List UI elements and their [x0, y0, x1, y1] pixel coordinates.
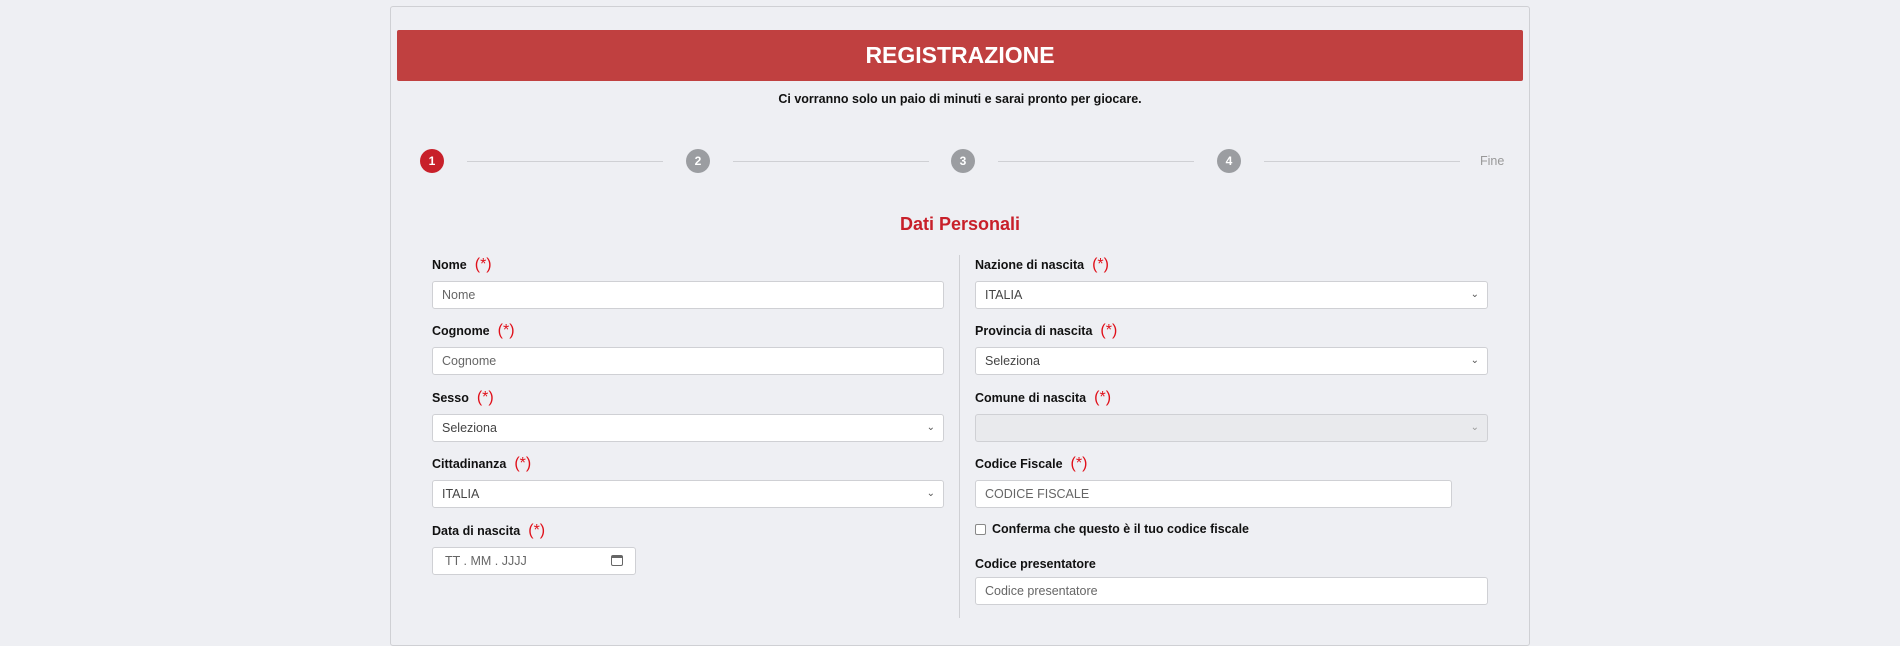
section-title: Dati Personali	[899, 214, 1021, 234]
codice-fiscale-input[interactable]: CODICE FISCALE	[975, 480, 1452, 508]
label-text: Provincia di nascita	[975, 324, 1093, 338]
label-text: Sesso	[432, 391, 469, 405]
label-text: Data di nascita	[432, 524, 521, 538]
required-marker: (*)	[514, 455, 532, 472]
comune-label	[975, 389, 1111, 407]
title-text: REGISTRAZIONE	[865, 42, 1055, 68]
chevron-down-icon: ⌄	[926, 422, 935, 433]
label-text: Nazione di nascita	[975, 258, 1085, 272]
step-3: 3	[951, 149, 975, 173]
conferma-checkbox[interactable]	[975, 524, 986, 535]
chevron-down-icon: ⌄	[1470, 422, 1479, 433]
cognome-label	[432, 322, 515, 340]
sesso-select[interactable]	[432, 414, 944, 442]
cittadinanza-select[interactable]	[432, 480, 944, 508]
cittadinanza-label	[432, 455, 531, 473]
cognome-input[interactable]: Cognome	[432, 347, 944, 375]
label-text: Comune di nascita	[975, 391, 1087, 405]
provincia-select[interactable]	[975, 347, 1488, 375]
step-final: Fine	[1480, 154, 1505, 168]
chevron-down-icon: ⌄	[1470, 355, 1479, 366]
step-1: 1	[420, 149, 444, 173]
select-value: Seleziona	[985, 354, 1040, 368]
page-title	[397, 30, 1523, 81]
step-connector	[733, 161, 929, 162]
label-text: Codice Fiscale	[975, 457, 1063, 471]
label-text: Cittadinanza	[432, 457, 507, 471]
step-2: 2	[686, 149, 710, 173]
nazione-select[interactable]	[975, 281, 1488, 309]
step-connector	[467, 161, 663, 162]
data-nascita-input[interactable]	[432, 547, 636, 575]
calendar-icon[interactable]	[611, 555, 623, 566]
date-placeholder: TT . MM . JJJJ	[445, 554, 527, 568]
required-marker: (*)	[476, 389, 494, 406]
select-value: ITALIA	[442, 487, 480, 501]
step-4: 4	[1217, 149, 1241, 173]
comune-select[interactable]	[975, 414, 1488, 442]
nome-label	[432, 256, 492, 274]
required-marker: (*)	[1094, 389, 1112, 406]
provincia-label	[975, 322, 1117, 340]
label-text: Codice presentatore	[975, 557, 1096, 571]
chevron-down-icon: ⌄	[926, 488, 935, 499]
label-text: Nome	[432, 258, 467, 272]
presentatore-label	[975, 557, 1096, 571]
label-text: Cognome	[432, 324, 490, 338]
required-marker: (*)	[528, 522, 546, 539]
chevron-down-icon: ⌄	[1470, 289, 1479, 300]
select-value: ITALIA	[985, 288, 1023, 302]
required-marker: (*)	[1092, 256, 1109, 273]
data-nascita-label	[432, 522, 545, 540]
presentatore-input[interactable]: Codice presentatore	[975, 577, 1488, 605]
step-connector	[998, 161, 1194, 162]
nazione-label	[975, 256, 1109, 274]
required-marker: (*)	[1100, 322, 1118, 339]
conferma-label[interactable]: Conferma che questo è il tuo codice fiscale	[992, 522, 1250, 536]
step-connector	[1264, 161, 1460, 162]
required-marker: (*)	[497, 322, 515, 339]
column-divider	[959, 255, 960, 618]
required-marker: (*)	[1070, 455, 1088, 472]
select-value: Seleziona	[442, 421, 497, 435]
codice-fiscale-label	[975, 455, 1087, 473]
nome-input[interactable]: Nome	[432, 281, 944, 309]
sesso-label	[432, 389, 494, 407]
required-marker: (*)	[474, 256, 492, 273]
subtitle: Ci vorranno solo un paio di minuti e sarai pronto per giocare.	[778, 92, 1142, 106]
